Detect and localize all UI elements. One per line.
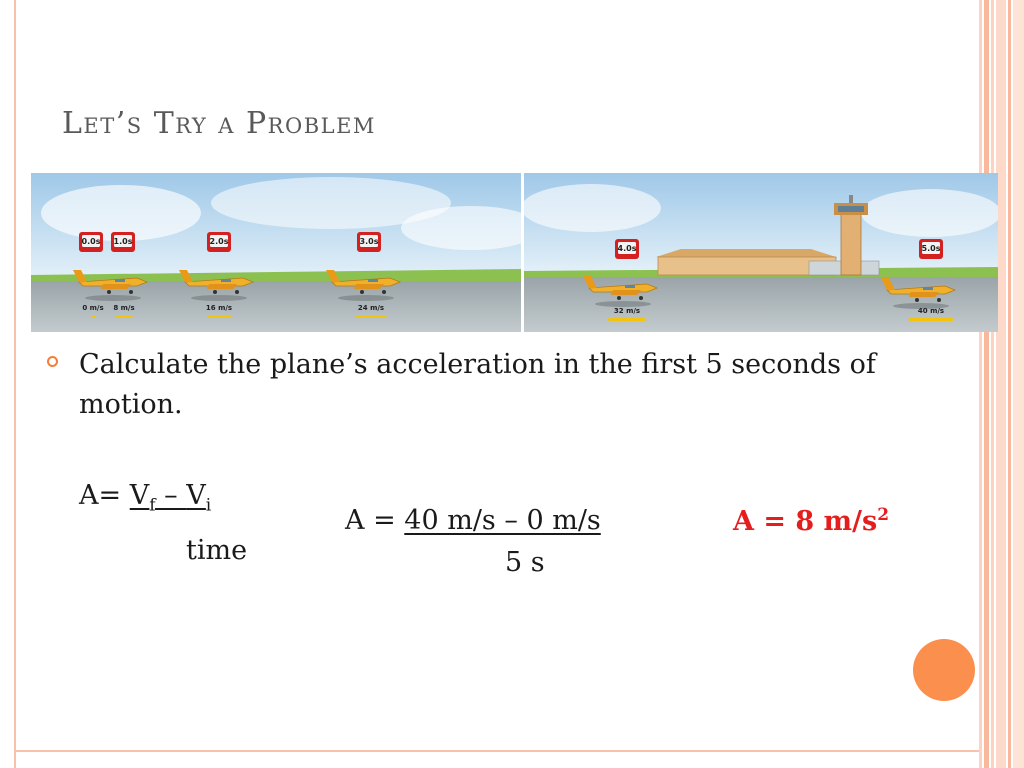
answer-exponent: 2 <box>877 505 890 525</box>
clock-time-label: 1.0s <box>113 237 133 246</box>
speed-label: 32 m/s <box>613 307 641 315</box>
speed-bar <box>116 315 133 318</box>
speed-bar <box>356 315 387 318</box>
formula-substituted-denominator: 5 s <box>505 547 545 578</box>
answer <box>733 505 889 537</box>
speed-label: 40 m/s <box>917 307 945 315</box>
frame-left-line <box>14 0 16 768</box>
formula-general-denominator: time <box>186 535 248 566</box>
vi-symbol: V <box>186 480 206 511</box>
answer-text: A = 8 m/s <box>733 506 878 537</box>
minus-sign: – <box>155 480 187 511</box>
speed-label: 8 m/s <box>113 304 135 312</box>
bullet-icon <box>47 356 58 367</box>
speed-bar <box>207 315 231 318</box>
clock-time-label: 4.0s <box>617 244 637 253</box>
clock-time-label: 0.0s <box>81 237 101 246</box>
clock-time-label: 3.0s <box>359 237 379 246</box>
vf-subscript: f <box>149 495 156 516</box>
speed-label: 0 m/s <box>82 304 104 312</box>
vf-symbol: V <box>129 480 150 511</box>
bullet-text: Calculate the plane’s acceleration in the first 5 seconds of motion. <box>79 349 876 420</box>
formula-general-numerator <box>129 480 212 516</box>
speed-bar <box>608 318 646 321</box>
speed-label: 16 m/s <box>205 304 233 312</box>
speed-bar <box>91 315 95 318</box>
formula-substituted-lhs: A = <box>345 505 405 536</box>
vi-subscript: i <box>205 495 212 516</box>
formula-substituted <box>345 505 601 536</box>
speed-bar <box>909 318 954 321</box>
slide-title: Let’s Try a Problem <box>62 106 376 141</box>
formula-general-lhs: A= <box>79 480 130 511</box>
clock-time-label: 5.0s <box>921 244 941 253</box>
speed-label: 24 m/s <box>357 304 385 312</box>
formula-substituted-numerator: 40 m/s – 0 m/s <box>404 505 601 536</box>
clock-time-label: 2.0s <box>209 237 229 246</box>
formula-general <box>79 480 211 515</box>
frame-bottom-line <box>14 750 980 752</box>
runway-banner-image <box>31 173 998 332</box>
right-stripes-decoration <box>979 0 1024 768</box>
decorative-circle <box>913 639 975 701</box>
